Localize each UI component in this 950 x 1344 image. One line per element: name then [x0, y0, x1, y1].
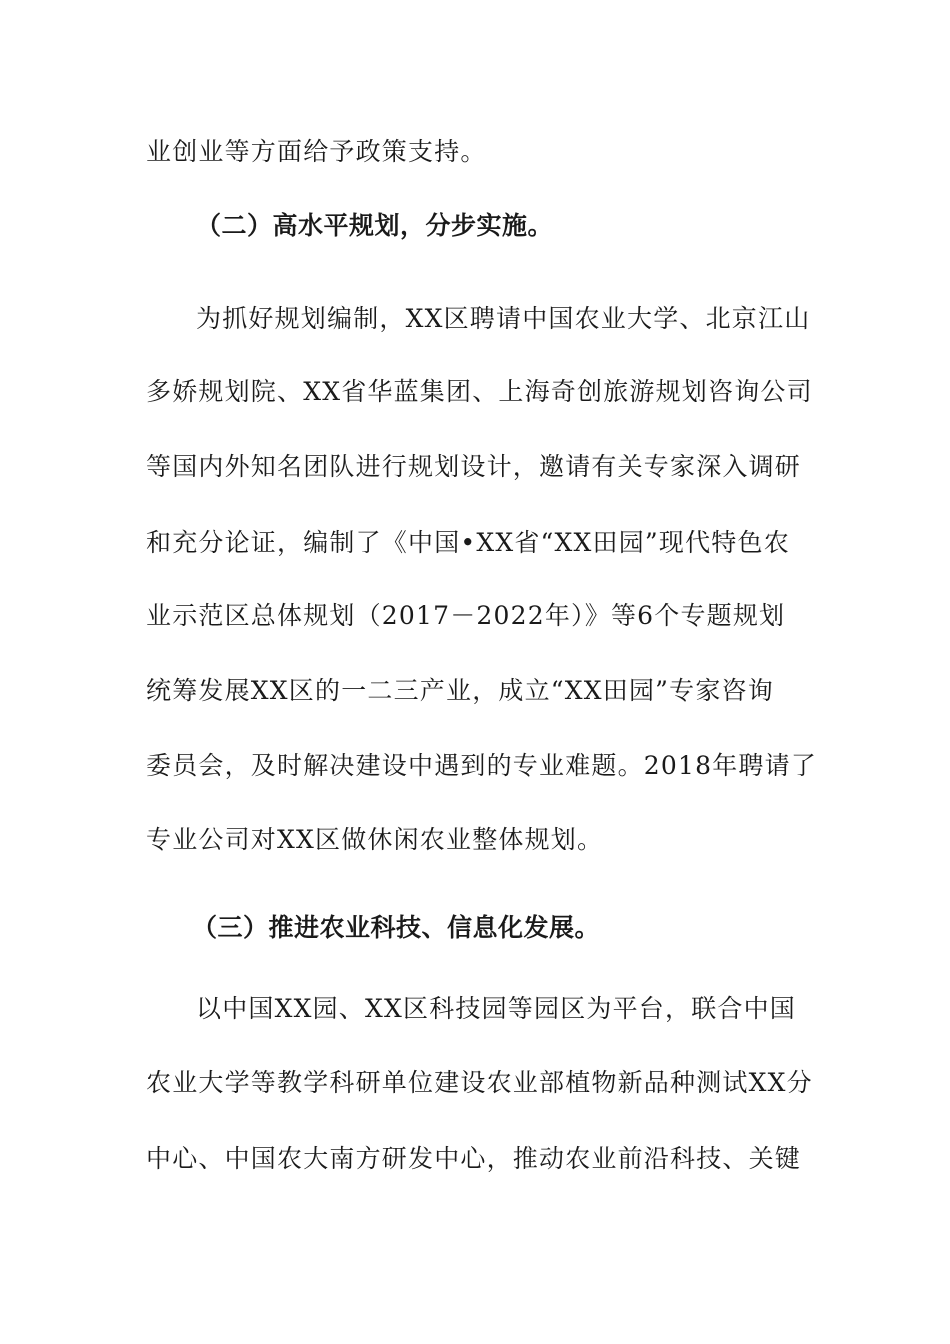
paragraph-line: 业创业等方面给予政策支持。	[146, 137, 487, 166]
paragraph-line: 为抓好规划编制，XX区聘请中国农业大学、北京江山	[196, 304, 811, 333]
paragraph-line: 中心、中国农大南方研发中心，推动农业前沿科技、关键	[146, 1144, 802, 1173]
section-heading: （三）推进农业科技、信息化发展。	[192, 913, 601, 942]
paragraph-line: 多娇规划院、XX省华蓝集团、上海奇创旅游规划咨询公司	[146, 377, 813, 406]
paragraph-line: 统筹发展XX区的一二三产业，成立“XX田园”专家咨询	[146, 676, 774, 705]
paragraph-line: 等国内外知名团队进行规划设计，邀请有关专家深入调研	[146, 452, 802, 481]
paragraph-line: 和充分论证，编制了《中国•XX省“XX田园”现代特色农	[146, 528, 790, 557]
section-heading: （二）高水平规划，分步实施。	[196, 211, 554, 240]
paragraph-line: 委员会，及时解决建设中遇到的专业难题。2018年聘请了	[146, 751, 818, 780]
paragraph-line: 业示范区总体规划（2017－2022年）》等6个专题规划	[146, 601, 786, 630]
paragraph-line: 农业大学等教学科研单位建设农业部植物新品种测试XX分	[146, 1068, 813, 1097]
paragraph-line: 以中国XX园、XX区科技园等园区为平台，联合中国	[196, 994, 796, 1023]
paragraph-line: 专业公司对XX区做休闲农业整体规划。	[146, 825, 604, 854]
